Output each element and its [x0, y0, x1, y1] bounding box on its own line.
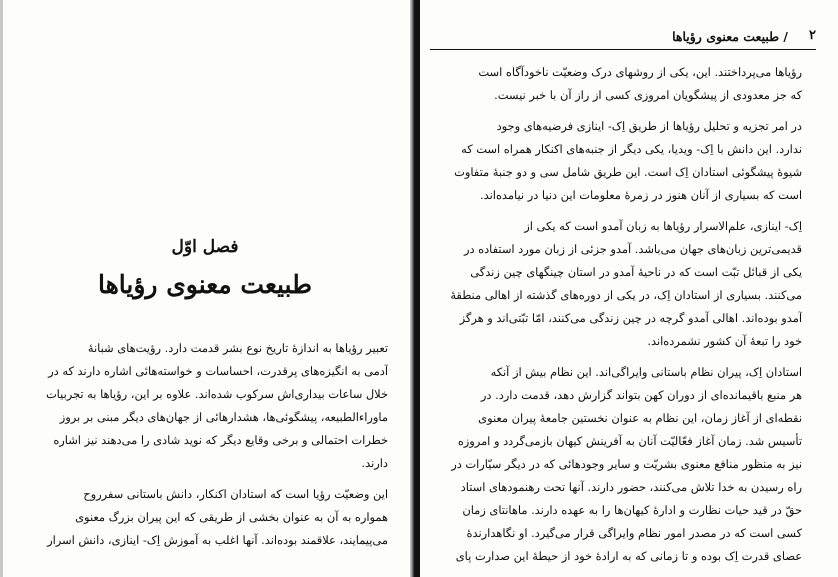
running-header	[430, 27, 816, 50]
text-line: تأسیس شد. زمان آغاز فعّالیّت آنان به آفرینش کیهان بازمی‌گردد و امروزه	[457, 434, 802, 448]
text-line: شیوهٔ پیشگوئی استادان اِک است. این طریق شامل سی و دو جنبهٔ متفاوت	[454, 165, 802, 179]
text-line: خطرات احتمالی و برخی وقایع دیگر که نوید شادی را می‌دهند نیز اشاره	[53, 433, 388, 447]
right-body-text	[445, 61, 802, 568]
text-line: اِک- اینازی، علم‌الاسرار رؤیاها به زبان آمدو است که یکی از	[524, 219, 802, 233]
text-line: می‌پیمایند، علاقمند بوده‌اند. آنها اغلب به آموزش اِک- اینازی، دانش اسرار	[47, 533, 388, 547]
page-number: ۲	[809, 28, 816, 43]
text-line: است که بسیاری از آنان هنوز در زمرهٔ معلومات این دنیا در نیامده‌اند.	[480, 188, 802, 202]
text-line: راه رسیدن به خدا تلاش می‌کنند، حضور دارند. آنها تحت رهنمودهای استاد	[460, 480, 802, 494]
paragraph-gap	[445, 107, 802, 115]
text-line: دارند.	[361, 456, 388, 470]
text-line: حقّ در قید حیات نظارت و ادارهٔ کیهان‌ها را به عهده دارند. ماهانتای زمان	[462, 503, 802, 517]
paragraph-gap	[445, 207, 802, 215]
text-line: آمدو بوده‌اند. اهالی آمدو گرچه در چین زندگی می‌کنند، امّا تبّتی‌اند و هرگز	[459, 311, 802, 325]
text-line: نیز به منظور منافع معنوی بشریّت و سایر وجودهائی که در دیگر سیّارات در	[451, 457, 802, 471]
text-line: می‌کنند. بسیاری از استادان اِک، در یکی از دوره‌های گذشته از اهالی منطقهٔ	[450, 288, 802, 302]
running-title: / طبیعت معنوی رؤیاها	[672, 29, 788, 44]
text-line: در امر تجزیه و تحلیل رؤیاها از طریق اِک- اینازی فرضیه‌های وجود	[496, 119, 802, 133]
text-line: این وضعیّت رؤیا است که استادان اکنکار، دانش باستانی سفرروح	[83, 487, 388, 501]
text-line: همواره به آن به عنوان بخشی از طریقی که این پیران بزرگ معنوی	[75, 510, 388, 524]
text-line: ندارد. این دانش با اِک- ویدیا، یکی دیگر از جنبه‌های اکنکار همراه است که	[461, 142, 802, 156]
text-line: نقطه‌ای از آغاز زمان، این نظام به عنوان نخستین جامعهٔ پیران معنوی	[478, 411, 802, 425]
text-line: آدمی به انگیزه‌های پرقدرت، احساسات و خواسته‌هائی اشاره دارند که در	[48, 364, 388, 378]
text-line: هر منبع باقیمانده‌ای از دوران کهن بتواند گزارش دهد، قدمت دارد. در	[480, 388, 802, 402]
chapter-number: فصل اوّل	[171, 237, 239, 257]
paragraph-gap	[445, 353, 802, 361]
left-body-text	[22, 337, 388, 552]
right-page	[420, 0, 838, 577]
book-binding	[410, 0, 420, 577]
paragraph-gap	[22, 475, 388, 483]
left-page	[0, 0, 410, 577]
text-line: رؤیاها می‌پرداختند. این، یکی از روشهای درک وضعیّت ناخودآگاه است	[478, 65, 802, 79]
chapter-title: طبیعت معنوی رؤیاها	[97, 270, 312, 299]
text-line: ماوراءالطبیعه، پیشگوئی‌ها، هشدارهائی از جهان‌های دیگر مبنی بر بروز	[59, 410, 388, 424]
text-line: استادان اِک، پیران نظام باستانی وایراگی‌اند. این نظام بیش از آنکه	[490, 365, 802, 379]
text-line: یکی از قبائل تبّت است که در ناحیهٔ آمدو در استان چینگهای چین زندگی	[470, 265, 802, 279]
text-line: عصای قدرت اِک بوده و تا زمانی که به ارادهٔ خود از حیطهٔ این صدارت پای	[455, 549, 802, 563]
text-line: خلال ساعات بیداری‌اش سرکوب شده‌اند. علاوه بر این، رؤیاها به تجربیات	[45, 387, 388, 401]
text-line: کسی است که در مصدر امور نظام وایراگی قرار می‌گیرد. او نگاهدارندهٔ	[466, 526, 802, 540]
text-line: خود را تبعهٔ آن کشور نشمرده‌اند.	[647, 334, 802, 348]
text-line: تعبیر رؤیاها به اندازهٔ تاریخ نوع بشر قدمت دارد. رؤیت‌های شبانهٔ	[87, 341, 388, 355]
text-line: قدیمی‌ترین زبان‌های جهان می‌باشد. آمدو جزئی از زبان مورد استفاده در	[463, 242, 802, 256]
text-line: که جز معدودی از پیشگویان امروزی کسی از راز آن با خبر نیست.	[494, 88, 802, 102]
